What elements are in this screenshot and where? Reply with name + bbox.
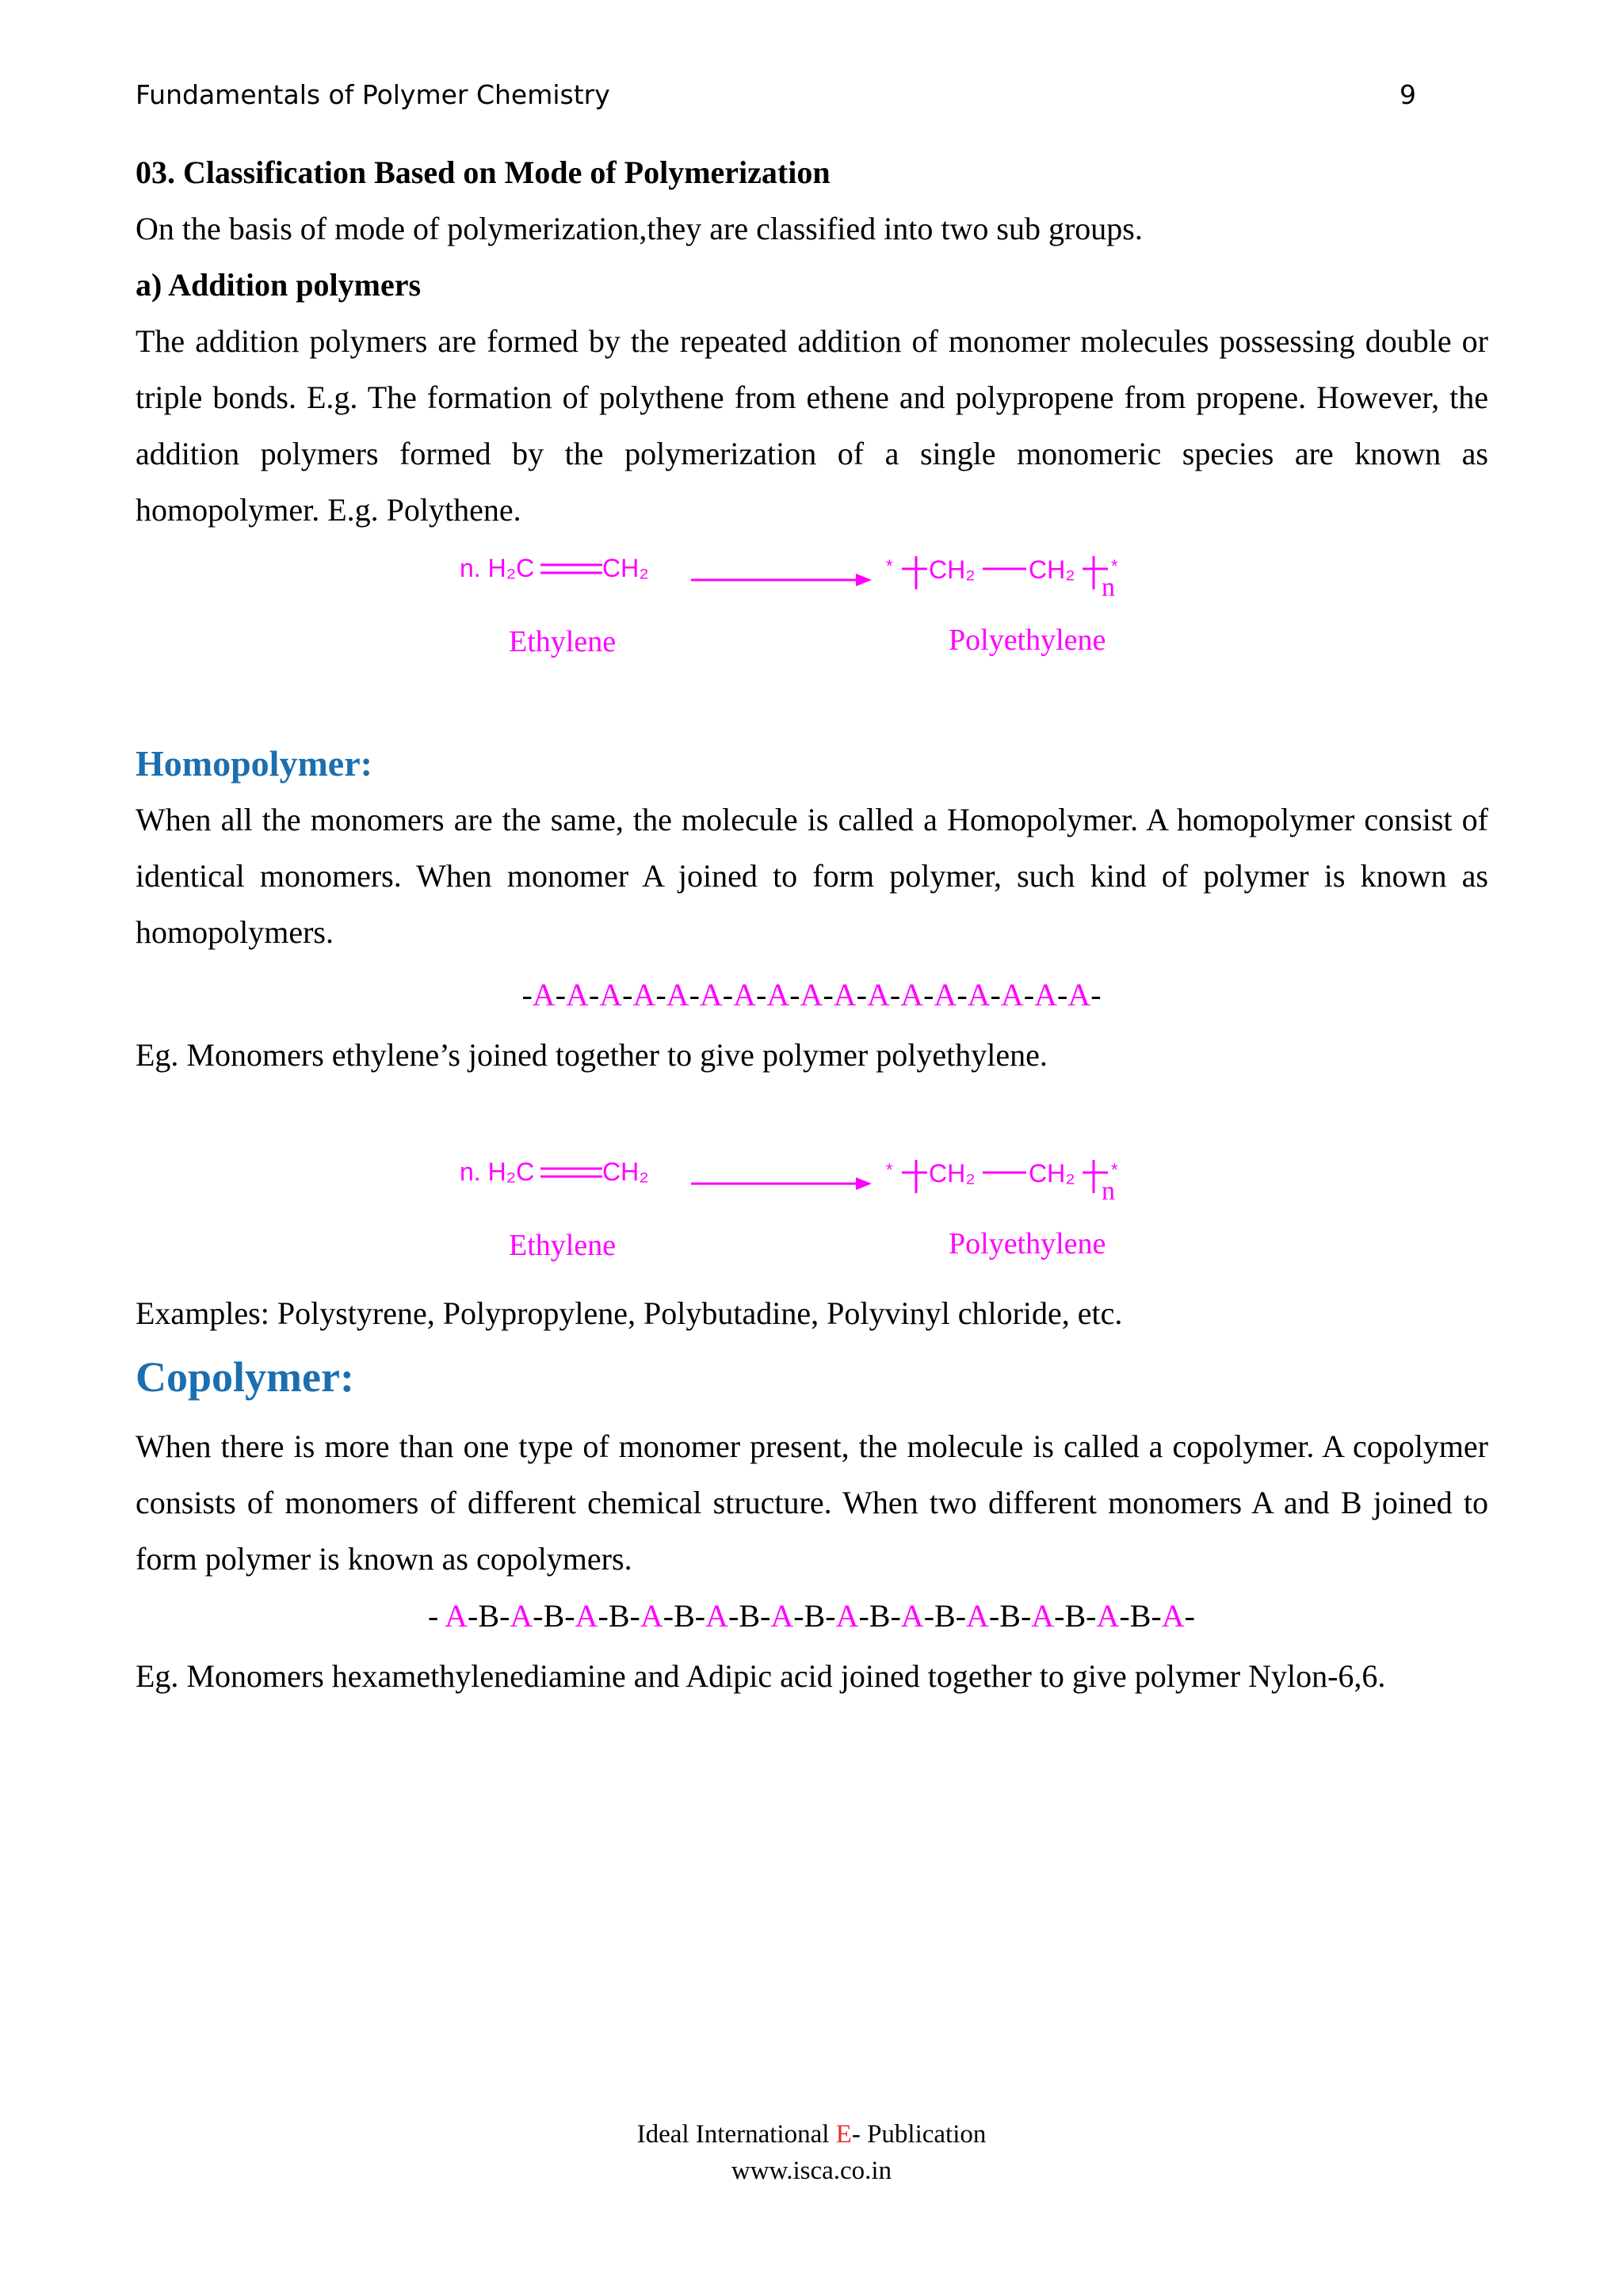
chain-a: A	[566, 977, 589, 1013]
chain-a: A	[1067, 977, 1091, 1013]
reaction-arrow-head	[856, 1177, 872, 1190]
copolymer-heading-block	[136, 1347, 1488, 1407]
footer-publisher-suffix: - Publication	[851, 2120, 987, 2149]
reaction-diagram	[444, 547, 1189, 689]
chain-a: A	[833, 977, 857, 1013]
footer-e-letter: E	[835, 2120, 852, 2149]
chain-a: A	[766, 977, 790, 1013]
reaction-scheme-2	[444, 1150, 1189, 1293]
section-intro: On the basis of mode of polymerization,they are classified into two sub groups.	[136, 211, 1143, 246]
chain-a: A	[770, 1598, 794, 1634]
footer-publisher	[0, 2120, 1623, 2149]
homopolymer-heading: Homopolymer:	[136, 743, 372, 784]
chain-b: B	[804, 1598, 826, 1634]
running-header-title: Fundamentals of Polymer Chemistry	[136, 79, 610, 110]
subscript-n: n	[1102, 573, 1115, 602]
chain-a: A	[666, 977, 689, 1013]
reactant-formula: n. H₂C	[460, 554, 535, 582]
chain-b: B	[739, 1598, 760, 1634]
homopolymer-block	[136, 735, 1488, 960]
chain-a: A	[575, 1598, 598, 1634]
reactant-ch2: CH₂	[602, 554, 649, 582]
chain-a: A	[699, 977, 723, 1013]
chain-b: B	[1064, 1598, 1086, 1634]
chain-a: A	[532, 977, 556, 1013]
homopolymer-example-block	[136, 1027, 1488, 1083]
page-number: 9	[1400, 79, 1416, 110]
label-ethylene: Ethylene	[509, 625, 617, 658]
addition-paragraph: The addition polymers are formed by the repeated addition of monomer molecules possessing double or triple bonds. E.g. The formation of polythene from ethene and polypropene from propene. However, the addition polymers formed by the polymerization of a single monomeric species are known as homopolymer. E.g. Polythene.	[136, 323, 1488, 528]
homopolymer-chain: -A-A-A-A-A-A-A-A-A-A-A-A-A-A-A-A-A-	[521, 977, 1102, 1013]
label-polyethylene: Polyethylene	[949, 624, 1106, 657]
section-block	[136, 144, 1488, 538]
examples-block	[136, 1285, 1488, 1341]
chain-b: B	[543, 1598, 565, 1634]
product-ch2-1: CH₂	[929, 1159, 976, 1188]
product-ch2-2: CH₂	[1029, 1159, 1075, 1188]
star-left: *	[886, 556, 893, 576]
label-polyethylene: Polyethylene	[949, 1227, 1106, 1261]
chain-a: A	[510, 1598, 533, 1634]
copolymer-heading: Copolymer:	[136, 1353, 354, 1401]
chain-a: A	[1034, 977, 1057, 1013]
reactant-ch2: CH₂	[602, 1158, 649, 1186]
chain-a: A	[835, 1598, 859, 1634]
star-right: *	[1111, 1160, 1118, 1180]
star-right: *	[1111, 556, 1118, 576]
label-ethylene: Ethylene	[509, 1229, 617, 1262]
chain-a: A	[1031, 1598, 1055, 1634]
chain-a: A	[632, 977, 656, 1013]
chain-b: B	[869, 1598, 891, 1634]
chain-a: A	[900, 977, 924, 1013]
reaction-scheme-1	[444, 547, 1189, 689]
chain-b: B	[999, 1598, 1021, 1634]
chain-a: A	[1096, 1598, 1120, 1634]
homopolymer-example: Eg. Monomers ethylene’s joined together to give polymer polyethylene.	[136, 1037, 1048, 1073]
copolymer-paragraph: When there is more than one type of monomer present, the molecule is called a copolymer. A copolymer consists of monomers of different chemical structure. When two different monomers A and B joined to form polymer is known as copolymers.	[136, 1428, 1488, 1577]
footer-publisher-prefix: Ideal International	[636, 2120, 836, 2149]
copolymer-block	[136, 1418, 1488, 1587]
chain-b: B	[1129, 1598, 1151, 1634]
product-ch2-2: CH₂	[1029, 555, 1075, 584]
homopolymer-examples-list: Examples: Polystyrene, Polypropylene, Polybutadine, Polyvinyl chloride, etc.	[136, 1295, 1123, 1331]
reaction-arrow-head	[856, 574, 872, 586]
chain-b: B	[934, 1598, 956, 1634]
chain-a: A	[445, 1598, 468, 1634]
chain-a: A	[1000, 977, 1024, 1013]
chain-a: A	[966, 1598, 989, 1634]
sub-heading: a) Addition polymers	[136, 267, 422, 303]
chain-a: A	[705, 1598, 728, 1634]
chain-a: A	[640, 1598, 663, 1634]
copolymer-chain: - A-B-A-B-A-B-A-B-A-B-A-B-A-B-A-B-A-B-A-B-A-B-A-	[428, 1598, 1195, 1634]
chain-b: B	[674, 1598, 695, 1634]
chain-a: A	[967, 977, 991, 1013]
product-ch2-1: CH₂	[929, 555, 976, 584]
chain-a: A	[934, 977, 957, 1013]
subscript-n: n	[1102, 1177, 1115, 1206]
copolymer-example: Eg. Monomers hexamethylenediamine and Adipic acid joined together to give polymer Nylon-6,6.	[136, 1658, 1386, 1694]
chain-a: A	[733, 977, 756, 1013]
chain-a: A	[866, 977, 890, 1013]
section-heading: 03. Classification Based on Mode of Polymerization	[136, 154, 831, 190]
chain-a: A	[599, 977, 623, 1013]
chain-b: B	[608, 1598, 630, 1634]
reaction-diagram	[444, 1150, 1189, 1293]
reactant-formula: n. H₂C	[460, 1158, 535, 1186]
chain-a: A	[900, 1598, 924, 1634]
star-left: *	[886, 1160, 893, 1180]
homopolymer-paragraph: When all the monomers are the same, the molecule is called a Homopolymer. A homopolymer consist of identical monomers. When monomer A joined to form polymer, such kind of polymer is known as homopolymers.	[136, 802, 1488, 950]
chain-b: B	[478, 1598, 500, 1634]
footer-website: www.isca.co.in	[731, 2157, 892, 2185]
chain-a: A	[1161, 1598, 1185, 1634]
copolymer-example-block	[136, 1648, 1488, 1704]
chain-a: A	[800, 977, 823, 1013]
